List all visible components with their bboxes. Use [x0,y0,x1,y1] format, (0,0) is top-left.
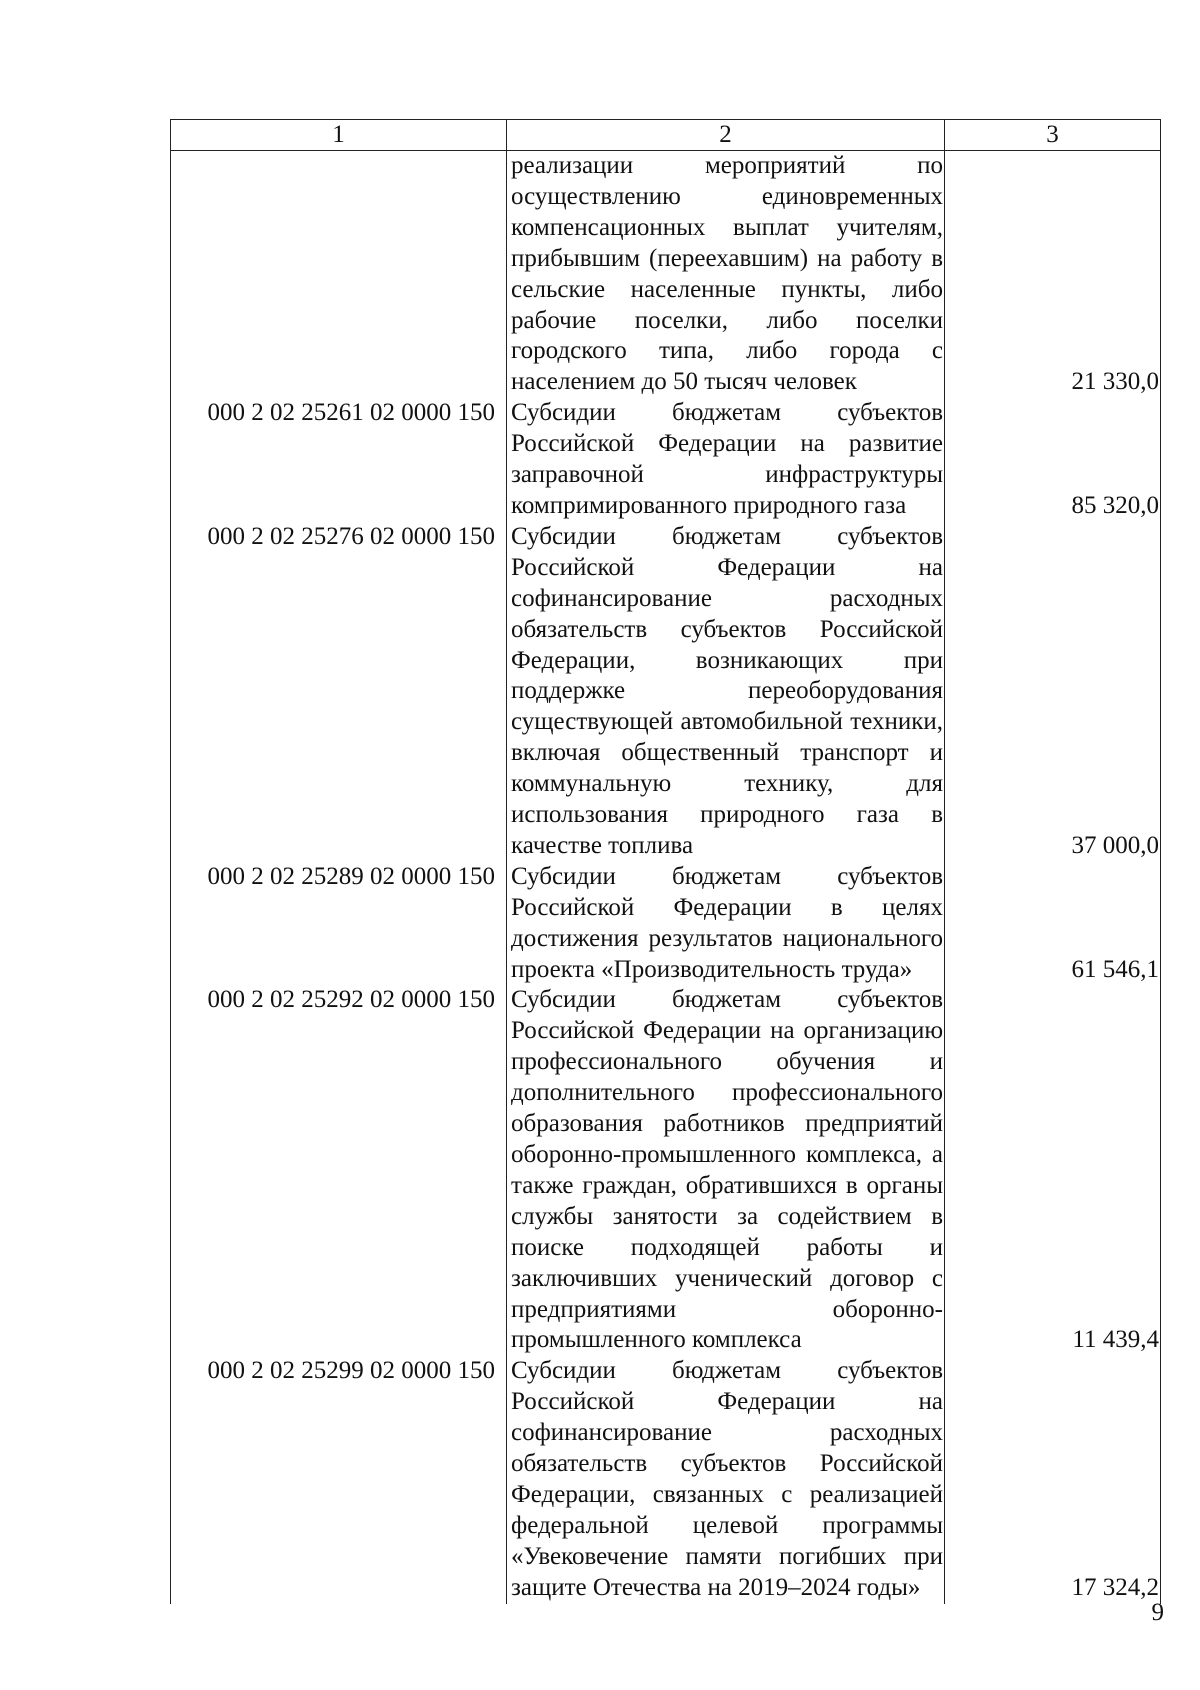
amount-value: 61 546,1 [945,862,1161,986]
budget-revenue-table [170,119,1161,1604]
table-row [171,151,1161,399]
table-row [171,522,1161,862]
classification-code: 000 2 02 25299 02 0000 150 [171,1356,507,1603]
table-row [171,398,1161,522]
classification-code: 000 2 02 25261 02 0000 150 [171,398,507,522]
amount-value: 17 324,2 [945,1356,1161,1603]
classification-code: 000 2 02 25276 02 0000 150 [171,522,507,862]
revenue-description: Субсидии бюджетам субъектов Российской Федерации на софинансирование расходных обязательств субъектов Российской Федерации, возникающих при поддержке переоборудования существующей автомобильной техники, включая общественный транспорт и коммунальную технику, для использования природного газа в качестве топлива [507,522,945,862]
amount-value: 37 000,0 [945,522,1161,862]
revenue-description: Субсидии бюджетам субъектов Российской Федерации на организацию профессионального обучения и дополнительного профессионального образования работников предприятий оборонно-промышленного комплекса, а также граждан, обратившихся в органы службы занятости за содействием в поиске подходящей работы и заключивших ученический договор с предприятиями оборонно-промышленного комплекса [507,985,945,1356]
amount-value: 85 320,0 [945,398,1161,522]
table-row [171,1356,1161,1603]
revenue-description: Субсидии бюджетам субъектов Российской Федерации на развитие заправочной инфраструктуры компримированного природного газа [507,398,945,522]
revenue-description: реализации мероприятий по осуществлению единовременных компенсационных выплат учителям, прибывшим (переехавшим) на работу в сельские населенные пункты, либо рабочие поселки, либо поселки городского типа, либо города с населением до 50 тысяч человек [507,151,945,399]
amount-value: 21 330,0 [945,151,1161,399]
revenue-description: Субсидии бюджетам субъектов Российской Федерации в целях достижения результатов национального проекта «Производительность труда» [507,862,945,986]
amount-value: 11 439,4 [945,985,1161,1356]
classification-code: 000 2 02 25289 02 0000 150 [171,862,507,986]
classification-code [171,151,507,399]
table-row [171,985,1161,1356]
page-number: 9 [1151,1599,1164,1626]
table-row [171,862,1161,986]
classification-code: 000 2 02 25292 02 0000 150 [171,985,507,1356]
column-header-amount: 3 [945,120,1161,151]
column-header-description: 2 [507,120,945,151]
column-header-code: 1 [171,120,507,151]
revenue-description: Субсидии бюджетам субъектов Российской Федерации на софинансирование расходных обязательств субъектов Российской Федерации, связанных с реализацией федеральной целевой программы «Увековечение памяти погибших при защите Отечества на 2019–2024 годы» [507,1356,945,1603]
table-header-row [171,120,1161,151]
